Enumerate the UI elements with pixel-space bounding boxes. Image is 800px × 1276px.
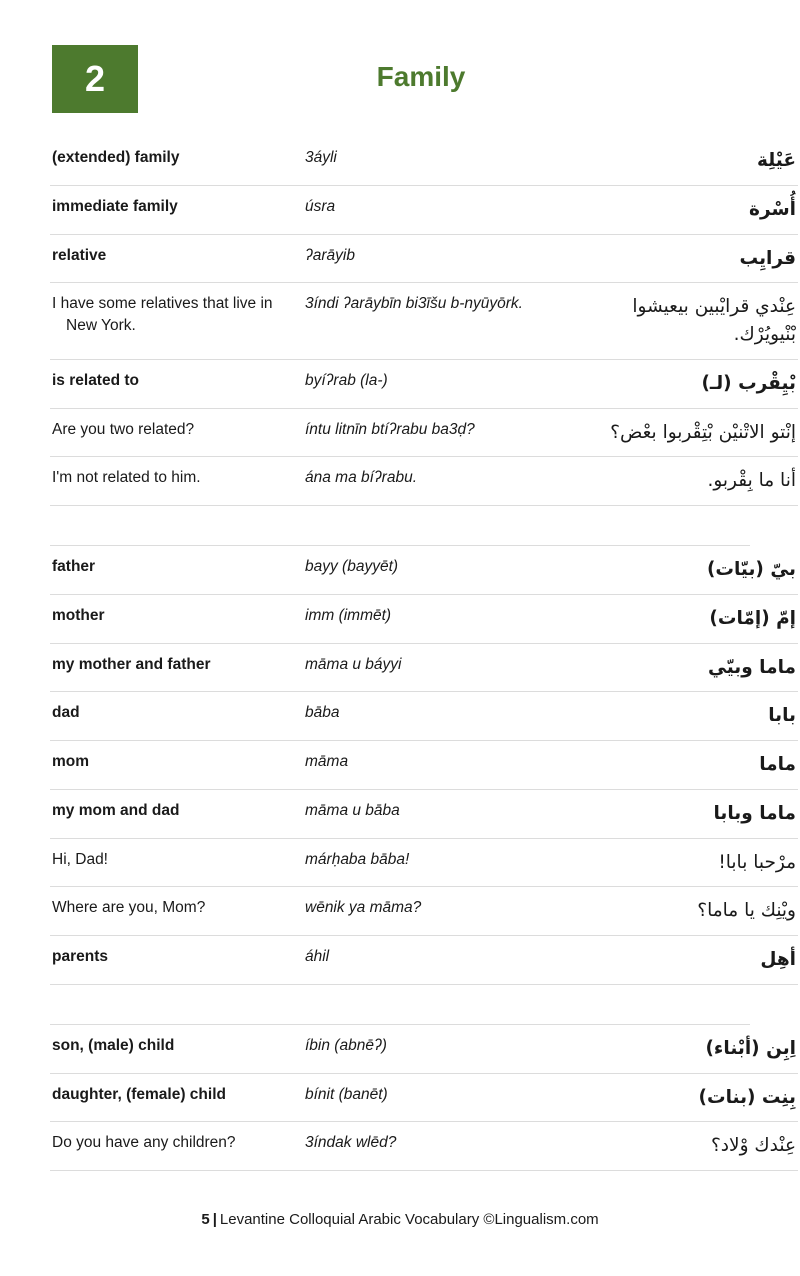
arabic-cell: بيّ (بيّات) <box>706 559 796 580</box>
english-cell: daughter, (female) child <box>52 1085 226 1103</box>
english-cell: Are you two related? <box>52 420 195 438</box>
arabic-cell: بِنِت (بنات) <box>698 1086 796 1108</box>
page-footer <box>0 1211 800 1228</box>
vocabulary-tables <box>50 137 796 1171</box>
english-cell: I have some relatives that live in New York. <box>52 295 273 334</box>
vocabulary-content <box>0 137 800 1171</box>
vocabulary-block <box>50 137 798 506</box>
transliteration-cell: márḥaba bāba! <box>305 850 410 868</box>
table-row <box>50 789 798 838</box>
vocabulary-block <box>50 1025 798 1171</box>
arabic-cell: عِنْدي قرايْبين بيعيشوا بْنْيويُرْك. <box>632 296 796 345</box>
english-cell: father <box>52 558 96 575</box>
transliteration-cell: 3áyli <box>305 149 337 166</box>
table-row <box>50 137 798 185</box>
english-cell: mother <box>52 606 105 624</box>
arabic-cell: أهِل <box>760 949 796 970</box>
transliteration-cell: áhil <box>305 948 330 965</box>
footer-page-number: 5 <box>201 1211 210 1228</box>
arabic-cell: اِبِن (أبْناء) <box>705 1037 796 1059</box>
table-row <box>50 1073 798 1122</box>
transliteration-cell: wēnik ya māma? <box>305 899 422 917</box>
table-row <box>50 457 798 506</box>
table-row <box>50 594 798 643</box>
english-cell: dad <box>52 704 80 722</box>
table-row <box>50 1025 798 1073</box>
arabic-cell: ماما وبيّي <box>708 656 796 678</box>
english-cell: my mom and dad <box>52 801 180 819</box>
footer-separator: | <box>212 1211 217 1228</box>
transliteration-cell: bāba <box>305 704 340 722</box>
table-row <box>50 234 798 283</box>
english-cell: (extended) family <box>52 149 180 166</box>
transliteration-cell: íntu litnīn btíʔrabu ba3ḍ? <box>305 420 475 438</box>
english-cell: parents <box>52 948 108 965</box>
english-cell: relative <box>52 246 107 264</box>
table-row <box>50 359 798 408</box>
transliteration-cell: bayy (bayyēt) <box>305 558 399 575</box>
arabic-cell: عَيْلِة <box>757 150 796 171</box>
transliteration-cell: byíʔrab (la-) <box>305 371 388 389</box>
table-row <box>50 185 798 234</box>
arabic-cell: إمّ (إمّات) <box>709 607 796 629</box>
english-cell: immediate family <box>52 197 178 215</box>
table-row <box>50 643 798 692</box>
block-spacer <box>50 506 750 546</box>
arabic-cell: بابا <box>768 705 796 727</box>
table-row <box>50 1122 798 1171</box>
english-cell: I'm not related to him. <box>52 469 201 487</box>
arabic-cell: أُسْرة <box>749 198 796 220</box>
table-row <box>50 408 798 457</box>
transliteration-cell: māma u bāba <box>305 801 400 819</box>
footer-text: Levantine Colloquial Arabic Vocabulary ©Lingualism.com <box>219 1211 599 1228</box>
arabic-cell: بْيِقْرب (لـ) <box>701 372 796 394</box>
transliteration-cell: māma <box>305 753 349 770</box>
arabic-cell: ويْنِك يا ماما؟ <box>697 900 796 922</box>
transliteration-cell: úsra <box>305 197 336 215</box>
arabic-cell: إنْتو الاتْنيْن بْتِقْربوا بعْض؟ <box>610 421 796 443</box>
table-row <box>50 546 798 594</box>
arabic-cell: أنا ما بِقْربو. <box>707 470 796 492</box>
english-cell: mom <box>52 753 90 770</box>
transliteration-cell: ʔarāyib <box>305 246 355 264</box>
block-spacer <box>50 985 750 1025</box>
english-cell: is related to <box>52 371 139 389</box>
chapter-number: 2 <box>84 58 106 99</box>
table-row <box>50 887 798 936</box>
arabic-cell: مرْحبا بابا! <box>718 851 796 873</box>
vocabulary-block <box>50 546 798 985</box>
page-header <box>0 45 800 137</box>
table-row <box>50 283 798 360</box>
transliteration-cell: 3índi ʔarāybīn bi3īšu b-nyūyōrk. <box>305 295 523 313</box>
english-cell: son, (male) child <box>52 1036 175 1054</box>
arabic-cell: قرايِب <box>739 247 796 269</box>
english-cell: Do you have any children? <box>52 1134 236 1152</box>
transliteration-cell: māma u báyyi <box>305 655 402 673</box>
table-row <box>50 741 798 790</box>
table-row <box>50 692 798 741</box>
page-title: Family <box>376 61 466 92</box>
transliteration-cell: íbin (abnēʔ) <box>305 1036 387 1054</box>
table-row <box>50 936 798 985</box>
transliteration-cell: bínit (banēt) <box>305 1085 388 1103</box>
arabic-cell: عِنْدك وْلاد؟ <box>710 1135 796 1157</box>
english-cell: Hi, Dad! <box>52 850 108 868</box>
transliteration-cell: imm (immēt) <box>305 606 392 624</box>
transliteration-cell: 3índak wlēd? <box>305 1134 397 1152</box>
english-cell: my mother and father <box>52 655 211 673</box>
table-row <box>50 838 798 887</box>
arabic-cell: ماما <box>759 754 796 775</box>
page <box>0 45 800 1276</box>
english-cell: Where are you, Mom? <box>52 899 206 917</box>
arabic-cell: ماما وبابا <box>713 802 796 824</box>
transliteration-cell: ána ma bíʔrabu. <box>305 469 418 487</box>
